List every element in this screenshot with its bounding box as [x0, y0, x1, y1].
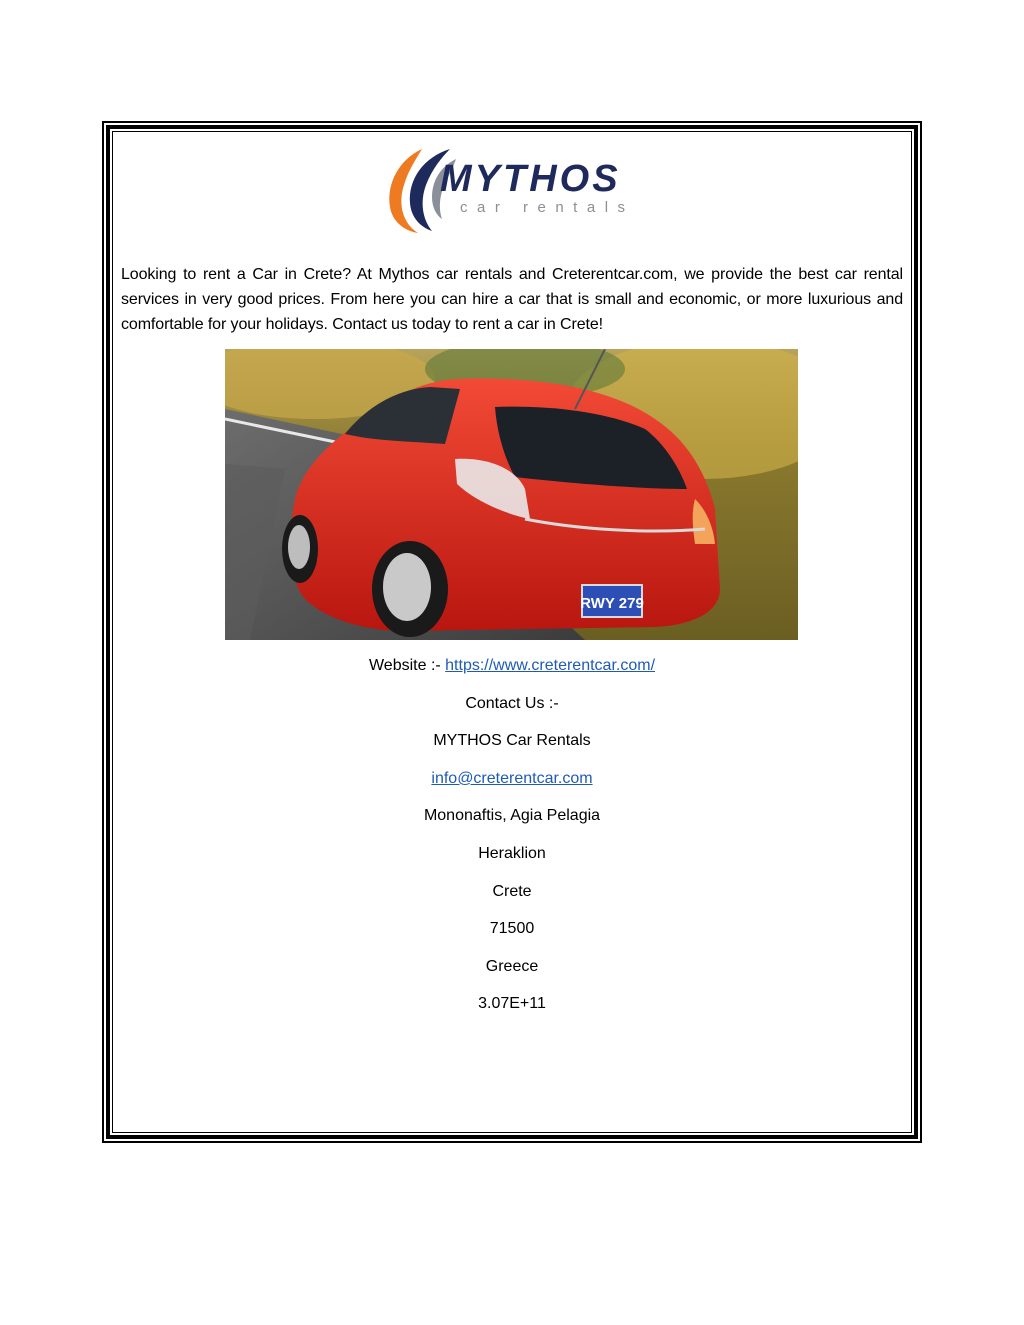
email-link[interactable]: info@creterentcar.com [431, 769, 593, 787]
logo-tagline-text: car rentals [460, 199, 635, 216]
contact-section [112, 654, 912, 1030]
phone-line: 3.07E+11 [478, 995, 546, 1013]
intro-paragraph: Looking to rent a Car in Crete? At Mythos car rentals and Creterentcar.com, we provide the best car rental services in very good prices. From here you can hire a car that is small and economic, or more luxurious and comfortable for your holidays. Contact us today to rent a car in Crete! [121, 266, 903, 333]
website-link[interactable]: https://www.creterentcar.com/ [445, 657, 656, 674]
red-car-photo [225, 349, 798, 640]
contact-heading: Contact Us :- [465, 694, 559, 712]
logo-brand-text: MYTHOS [440, 158, 621, 200]
address-line: Mononaftis, Agia Pelagia [423, 807, 601, 825]
website-label: Website :- [368, 657, 446, 674]
postcode-line: 71500 [489, 920, 535, 938]
city-line: Heraklion [478, 844, 546, 862]
region-line: Crete [492, 882, 532, 900]
mythos-logo [382, 145, 642, 237]
company-name: MYTHOS Car Rentals [433, 732, 591, 750]
website-line [112, 654, 912, 678]
license-plate-text: RWY 279 [580, 595, 644, 612]
email-line [112, 767, 912, 791]
country-line: Greece [485, 957, 539, 975]
